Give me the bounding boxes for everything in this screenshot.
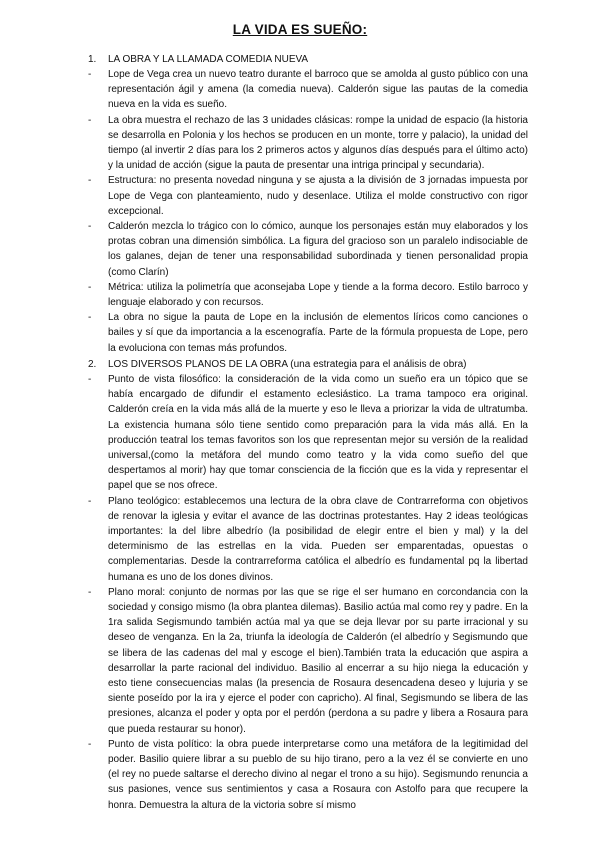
list-item: - Plano moral: conjunto de normas por las que se rige el ser humano en corcondancia con la sociedad y consigo mismo (la obra plantea dilemas). Basilio actúa mal como rey y padre. En la 1ra salida Segismundo también actúa mal ya que se deja llevar por su parte irracional y su deseo de venganza. En la 2a, triunfa la ideología de Calderón (el albedrío y Segismundo que se libera de las cadenas del mal y escoge el bien).También trata la educación que aspira a desarrollar la parte racional del individuo. Basilio al encerrar a su hijo niega la educación y esto tiene consecuencias malas (la presencia de Rosaura desencadena deseo y lujuria y se siente poseído por la ira y ejerce el poder con capricho). Al final, Segismundo se libera de las presiones, alcanza el poder y opta por el perdón (perdona a su padre y libera a Rosaura para que pueda restaurar su honor).: [88, 585, 528, 737]
list-item: - Punto de vista político: la obra puede interpretarse como una metáfora de la legitimidad del poder. Basilio quiere librar a su pueblo de su hijo tirano, pero a la vez él se convierte en uno (el rey no puede saltarse el derecho divino al negar el trono a su hijo). Segismundo renuncia a sus pasiones, vence sus sentimientos y casa a Rosaura con Astolfo para que recupere la honra. Demuestra la altura de la victoria sobre sí mismo: [88, 737, 528, 813]
document-title: LA VIDA ES SUEÑO:: [232, 22, 368, 37]
list-item: - Métrica: utiliza la polimetría que aconsejaba Lope y tiende a la forma decoro. Estilo barroco y lenguaje elaborado y con recursos.: [88, 280, 528, 310]
section-item-list: [88, 372, 528, 813]
section-number: 2.: [88, 359, 97, 370]
paragraph: Calderón mezcla lo trágico con lo cómico, aunque los personajes están muy elaborados y los protas cobran una dimensión simbólica. La figura del gracioso son un paralelo indisociable de los galanes, dejan de tener una responsabilidad subordinada y tienen personalidad propia (como Clarín): [108, 221, 528, 278]
list-item: - La obra no sigue la pauta de Lope en la inclusión de elementos líricos como canciones o bailes y sí que da importancia a la escenografía. Parte de la fórmula propuesta de Lope, pero la evoluciona con temas más profundos.: [88, 310, 528, 356]
list-item: - La obra muestra el rechazo de las 3 unidades clásicas: rompe la unidad de espacio (la historia se desarrolla en Polonia y los hechos se producen en un monte, torre y palacio), la unidad del tiempo (al invertir 2 días para los 2 primeros actos y algunos días después para el último acto) y la unidad de acción (sigue la pauta de presentar una intriga principal y secundaria).: [88, 113, 528, 174]
section-heading: [88, 52, 528, 67]
paragraph: La obra muestra el rechazo de las 3 unidades clásicas: rompe la unidad de espacio (la historia se desarrolla en Polonia y los hechos se producen en un monte, torre y palacio), la unidad del tiempo (al invertir 2 días para los 2 primeros actos y algunos días después para el último acto) y la unidad de acción (sigue la pauta de presentar una intriga principal y secundaria).: [108, 114, 528, 172]
paragraph: Plano moral: conjunto de normas por las que se rige el ser humano en corcondancia con la sociedad y consigo mismo (la obra plantea dilemas). Basilio actúa mal como rey y padre. En la 1ra salida Segismundo también actúa mal ya que se deja llevar por su parte irracional y su deseo de venganza. En la 2a, triunfa la ideología de Calderón (el albedrío y Segismundo que se libera de las cadenas del mal y escoge el bien).También trata la educación que aspira a desarrollar la parte racional del individuo. Basilio al encerrar a su hijo niega la educación y esto tiene consecuencias malas (la presencia de Rosaura desencadena deseo y lujuria y se siente poseído por la ira y ejerce el poder con capricho). Al final, Segismundo se libera de las presiones, alcanza el poder y opta por el perdón (perdona a su padre y libera a Rosaura para que pueda restaurar su honor).: [108, 586, 528, 735]
section-heading-text: LOS DIVERSOS PLANOS DE LA OBRA (una estrategia para el análisis de obra): [108, 359, 467, 370]
section-number: 1.: [88, 54, 97, 65]
section-2: [88, 357, 528, 813]
paragraph: Plano teológico: establecemos una lectura de la obra clave de Contrarreforma con objetivos de renovar la iglesia y evitar el avance de las doctrinas protestantes. Hay 2 ideas teológicas importantes: la del libre albedrío (la posibilidad de elegir entre el bien y mal) y la del determinismo de las estrellas en la vida. Pueden ser emparentadas, opuestas o complementarias. Desde la contrarreforma católica el albedrío es fundamental pq la libertad humana es uno de los dones divinos.: [108, 495, 528, 583]
paragraph: La obra no sigue la pauta de Lope en la inclusión de elementos líricos como canciones o bailes y sí que da importancia a la escenografía. Parte de la fórmula propuesta de Lope, pero la evoluciona con temas más profundos.: [108, 312, 528, 354]
section-heading-text: LA OBRA Y LA LLAMADA COMEDIA NUEVA: [108, 54, 309, 65]
paragraph: Lope de Vega crea un nuevo teatro durante el barroco que se amolda al gusto público con una representación ágil y amena (la comedia nueva). Calderón sigue las pautas de la comedia nueva en la vida es sueño.: [108, 69, 528, 111]
section-1: [88, 52, 528, 356]
list-item: - Lope de Vega crea un nuevo teatro durante el barroco que se amolda al gusto público con una representación ágil y amena (la comedia nueva). Calderón sigue las pautas de la comedia nueva en la vida es sueño.: [88, 67, 528, 113]
list-item: - Plano teológico: establecemos una lectura de la obra clave de Contrarreforma con objetivos de renovar la iglesia y evitar el avance de las doctrinas protestantes. Hay 2 ideas teológicas importantes: la del libre albedrío (la posibilidad de elegir entre el bien y mal) y la del determinismo de las estrellas en la vida. Pueden ser emparentadas, opuestas o complementarias. Desde la contrarreforma católica el albedrío es fundamental pq la libertad humana es uno de los dones divinos.: [88, 494, 528, 585]
paragraph: Métrica: utiliza la polimetría que aconsejaba Lope y tiende a la forma decoro. Estilo barroco y lenguaje elaborado y con recursos.: [108, 281, 528, 309]
paragraph: Estructura: no presenta novedad ninguna y se ajusta a la división de 3 jornadas impuesta por Lope de Vega con planteamiento, nudo y desenlace. Utiliza el molde constructivo con rigor excepcional.: [108, 175, 528, 217]
section-item-list: [88, 67, 528, 356]
paragraph: Punto de vista filosófico: la consideración de la vida como un sueño era un tópico que se había encargado de difundir el estamento eclesiástico. La trama tampoco era original. Calderón creía en la vida más allá de la muerte y eso le lleva a priorizar la vida de ultratumba. La existencia humana sólo tiene sentido como preparación para la vida más allá. En la producción teatral los temas favoritos son los que representan mejor su versión de la realidad universal,(como la metáfora del mundo como teatro y la vida como sueño del que despertamos al morir) hay que tomar consciencia de la ficción que es la vida y representar el papel que se nos ofrece.: [108, 374, 528, 492]
section-heading: [88, 357, 528, 372]
list-item: - Estructura: no presenta novedad ninguna y se ajusta a la división de 3 jornadas impuesta por Lope de Vega con planteamiento, nudo y desenlace. Utiliza el molde constructivo con rigor excepcional.: [88, 173, 528, 219]
list-item: - Punto de vista filosófico: la consideración de la vida como un sueño era un tópico que se había encargado de difundir el estamento eclesiástico. La trama tampoco era original. Calderón creía en la vida más allá de la muerte y eso le lleva a priorizar la vida de ultratumba. La existencia humana sólo tiene sentido como preparación para la vida más allá. En la producción teatral los temas favoritos son los que representan mejor su versión de la realidad universal,(como la metáfora del mundo como teatro y la vida como sueño del que despertamos al morir) hay que tomar consciencia de la ficción que es la vida y representar el papel que se nos ofrece.: [88, 372, 528, 494]
paragraph: Punto de vista político: la obra puede interpretarse como una metáfora de la legitimidad del poder. Basilio quiere librar a su pueblo de su hijo tirano, pero a la vez él se convierte en uno (el rey no puede saltarse el derecho divino al negar el trono a su hijo). Segismundo renuncia a sus pasiones, vence sus sentimientos y casa a Rosaura con Astolfo para que recupere la honra. Demuestra la altura de la victoria sobre sí mismo: [108, 738, 528, 811]
list-item: - Calderón mezcla lo trágico con lo cómico, aunque los personajes están muy elaborados y los protas cobran una dimensión simbólica. La figura del gracioso son un paralelo indisociable de los galanes, dejan de tener una responsabilidad subordinada y tienen personalidad propia (como Clarín): [88, 219, 528, 280]
